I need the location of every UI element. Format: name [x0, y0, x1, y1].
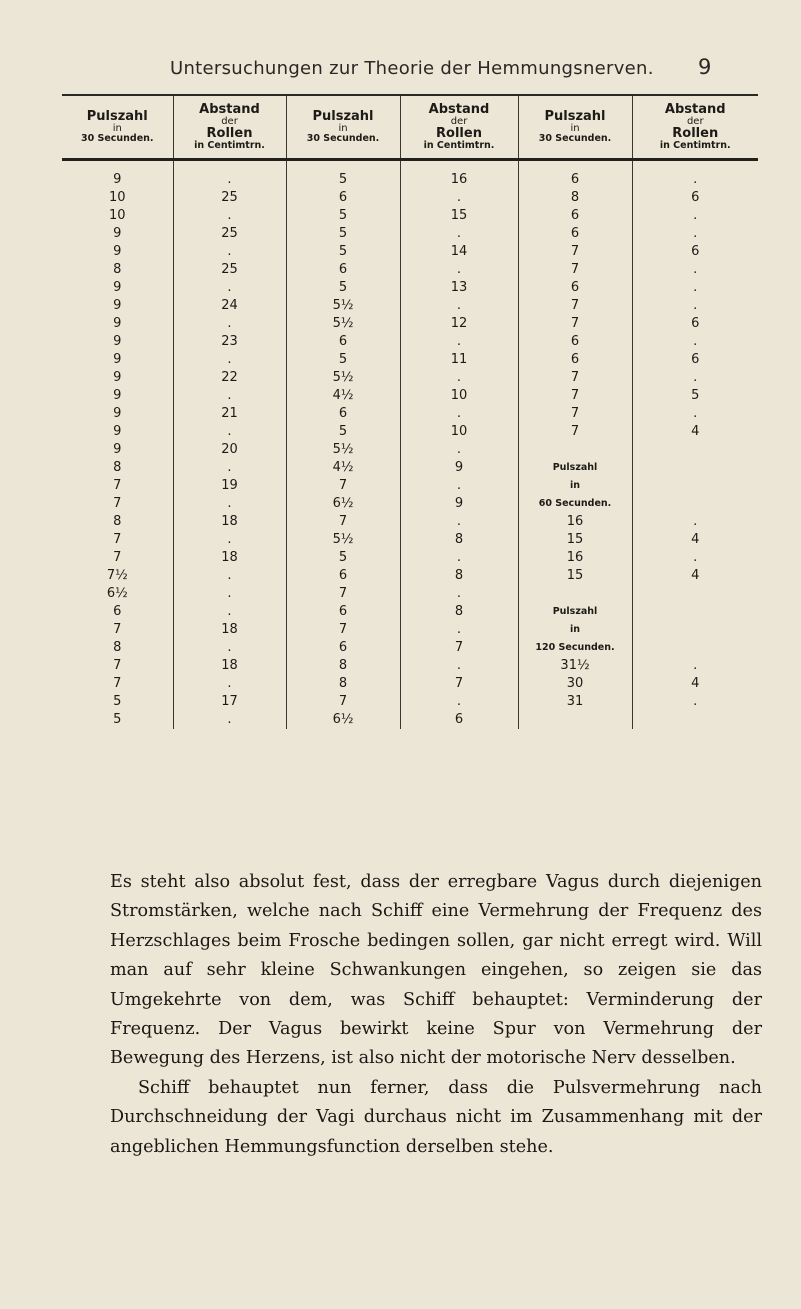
table-cell: . [400, 405, 518, 423]
table-cell: 6 [400, 711, 518, 729]
table-cell: 7 [113, 658, 122, 673]
table-row [62, 693, 758, 711]
measurement-table [62, 96, 758, 729]
table-cell: 9 [400, 459, 518, 477]
table-cell: . [400, 441, 518, 459]
column-header-line: in Centimtrn. [659, 139, 731, 151]
table-row [62, 531, 758, 549]
table-cell: 5 [286, 207, 400, 225]
table-cell [632, 441, 758, 459]
body-text [110, 868, 762, 1162]
table-cell: 18 [173, 513, 286, 531]
column-header-line: 30 Secunden. [538, 133, 612, 145]
column-header-line: 30 Secunden. [306, 133, 380, 145]
table-cell: 6 [286, 639, 400, 657]
table-row [62, 333, 758, 351]
table-cell: 6 [286, 405, 400, 423]
table-cell: 5½ [286, 297, 400, 315]
table-cell: 5½ [286, 441, 400, 459]
table-cell: 9 [113, 424, 122, 439]
table-cell: 60 Secunden. [518, 495, 632, 513]
table-cell: 7 [400, 639, 518, 657]
table-cell: . [400, 333, 518, 351]
table-cell: 8 [113, 640, 122, 655]
table-row [62, 477, 758, 495]
table-cell [632, 459, 758, 477]
table-cell: 6 [518, 351, 632, 369]
table-cell: . [173, 459, 286, 477]
table-cell: 15 [400, 207, 518, 225]
table-row [62, 351, 758, 369]
table-cell: 5½ [286, 315, 400, 333]
table-cell: 13 [400, 279, 518, 297]
column-header-line: Abstand [199, 102, 260, 118]
table-cell: 10 [400, 423, 518, 441]
table-cell: 5 [286, 423, 400, 441]
table-cell: . [632, 261, 758, 279]
table-cell: 15 [518, 567, 632, 585]
column-header-line: in [112, 122, 122, 134]
table-cell: 4½ [286, 459, 400, 477]
table-cell: 22 [173, 369, 286, 387]
table-cell: . [173, 315, 286, 333]
table-cell: 7 [113, 676, 122, 691]
table-cell: . [632, 225, 758, 243]
table-cell: . [173, 567, 286, 585]
table-cell [518, 711, 632, 729]
table-cell: . [632, 405, 758, 423]
table-cell: 7 [286, 693, 400, 711]
table-cell: 4 [632, 423, 758, 441]
table-cell: 7 [113, 532, 122, 547]
table-cell: 5 [286, 351, 400, 369]
table-cell: . [173, 495, 286, 513]
table-cell: 5 [286, 243, 400, 261]
table-cell: 120 Secunden. [518, 639, 632, 657]
table-row [62, 369, 758, 387]
table-cell: 19 [173, 477, 286, 495]
table-row [62, 225, 758, 243]
table-cell: 6½ [286, 495, 400, 513]
column-header-line: Rollen [436, 126, 482, 142]
table-row [62, 315, 758, 333]
table-cell: 7 [113, 550, 122, 565]
table-cell: . [173, 351, 286, 369]
table-cell [518, 585, 632, 603]
table-cell: 6 [632, 243, 758, 261]
column-header [286, 96, 400, 160]
table-cell: . [173, 423, 286, 441]
table-cell: 6 [518, 207, 632, 225]
table-cell: 4½ [286, 387, 400, 405]
table-cell: 6 [632, 189, 758, 207]
table-cell: . [173, 675, 286, 693]
table-header [62, 96, 758, 160]
table-cell: 7 [518, 369, 632, 387]
table-cell: . [400, 189, 518, 207]
table-cell: 12 [400, 315, 518, 333]
table-cell: 8 [400, 567, 518, 585]
table-cell: 9 [113, 226, 122, 241]
table-cell: . [400, 585, 518, 603]
table-row [62, 459, 758, 477]
table-row [62, 387, 758, 405]
table-cell: in [518, 477, 632, 495]
column-header [632, 96, 758, 160]
table-cell: . [632, 369, 758, 387]
table-cell: 6 [632, 315, 758, 333]
table-cell: 7 [400, 675, 518, 693]
table-cell: 23 [173, 333, 286, 351]
table-cell: 10 [400, 387, 518, 405]
table-cell [632, 639, 758, 657]
table-row [62, 567, 758, 585]
column-header-line: Abstand [664, 102, 726, 118]
page-number: 9 [698, 55, 712, 79]
table-cell: 7 [286, 585, 400, 603]
table-cell: . [173, 207, 286, 225]
table-cell: 4 [632, 567, 758, 585]
table-cell: 25 [173, 261, 286, 279]
table-cell: 7 [518, 405, 632, 423]
table-cell: . [173, 160, 286, 190]
table-cell: 7 [518, 423, 632, 441]
table-row [62, 621, 758, 639]
table-cell: 9 [113, 388, 122, 403]
table-cell: . [173, 639, 286, 657]
table-cell: . [400, 225, 518, 243]
table-row [62, 711, 758, 729]
table-cell: 9 [113, 280, 122, 295]
column-header-line: Pulszahl [544, 108, 606, 124]
table-cell: 4 [632, 531, 758, 549]
table-cell: 5 [113, 712, 122, 727]
table-row [62, 675, 758, 693]
table-cell: 14 [400, 243, 518, 261]
table-cell: 7 [518, 297, 632, 315]
table-cell [632, 603, 758, 621]
table-cell: . [400, 657, 518, 675]
table-cell [632, 585, 758, 603]
table-cell: . [632, 279, 758, 297]
paragraph: Es steht also absolut fest, dass der erregbare Vagus durch diejenigen Stromstärken, welche nach Schiff eine Vermehrung der Frequenz des Herzschlages beim Frosche bedingen sollen, gar nicht erregt wird. Will man auf sehr kleine Schwankungen eingehen, so zeigen sie das Umgekehrte von dem, was Schiff behauptet: Verminderung der Frequenz. Der Vagus bewirkt keine Spur von Vermehrung der Bewegung des Herzens, ist also nicht der motorische Nerv desselben. [110, 872, 762, 1069]
table-cell: 16 [518, 549, 632, 567]
table-row [62, 405, 758, 423]
table-row [62, 423, 758, 441]
table-cell: 9 [113, 334, 122, 349]
table-cell: 8 [400, 531, 518, 549]
table-cell: . [632, 657, 758, 675]
table-cell: 18 [173, 549, 286, 567]
column-header [400, 96, 518, 160]
table-cell: 5 [632, 387, 758, 405]
table-cell: 24 [173, 297, 286, 315]
table-cell: 5 [113, 694, 122, 709]
running-title: Untersuchungen zur Theorie der Hemmungsnerven. [170, 58, 654, 79]
table-row [62, 297, 758, 315]
table-cell: 6½ [106, 586, 128, 601]
table-cell: 11 [400, 351, 518, 369]
table-row [62, 279, 758, 297]
table-body [62, 160, 758, 730]
table-cell: 6 [286, 567, 400, 585]
table-cell: 5 [286, 225, 400, 243]
table-cell [632, 477, 758, 495]
table-row [62, 549, 758, 567]
column-header-line: in [570, 122, 580, 134]
table-row [62, 495, 758, 513]
table-cell: . [400, 477, 518, 495]
table-cell: 9 [113, 406, 122, 421]
table-cell: 9 [113, 442, 122, 457]
table-cell: 7 [113, 496, 122, 511]
table-cell: Pulszahl [518, 603, 632, 621]
table-cell: 4 [632, 675, 758, 693]
table-cell: . [400, 621, 518, 639]
table-cell: 15 [518, 531, 632, 549]
table-cell: . [173, 279, 286, 297]
table-cell: 6 [518, 160, 632, 190]
column-header [62, 96, 173, 160]
table-cell: 7½ [106, 568, 128, 583]
table-cell: 8 [400, 603, 518, 621]
table-cell: 5 [286, 279, 400, 297]
table-cell: . [400, 297, 518, 315]
table-cell: . [400, 693, 518, 711]
table-cell: 6 [518, 333, 632, 351]
table-cell: 25 [173, 225, 286, 243]
table-row [62, 639, 758, 657]
column-header-line: der [221, 115, 238, 127]
table-cell: 6 [286, 189, 400, 207]
table-cell: 9 [113, 244, 122, 259]
table-cell: 6 [632, 351, 758, 369]
table-cell: 9 [113, 370, 122, 385]
column-header-line: in [338, 122, 348, 134]
table-cell: . [400, 369, 518, 387]
table-row [62, 243, 758, 261]
table-row [62, 189, 758, 207]
column-header [518, 96, 632, 160]
table-cell: . [173, 531, 286, 549]
column-header-line: der [686, 115, 704, 127]
table-row [62, 585, 758, 603]
column-header [173, 96, 286, 160]
table-cell: 7 [286, 477, 400, 495]
table-cell: 16 [518, 513, 632, 531]
table-cell [518, 441, 632, 459]
table-cell: 8 [286, 657, 400, 675]
table-cell: . [632, 333, 758, 351]
table-row [62, 261, 758, 279]
table-cell: 6 [518, 225, 632, 243]
table-cell: 6 [286, 603, 400, 621]
table-cell: 6 [286, 333, 400, 351]
table-cell: in [518, 621, 632, 639]
table-cell [632, 711, 758, 729]
column-header-line: in Centimtrn. [423, 139, 495, 151]
table-cell: . [173, 603, 286, 621]
table-row [62, 207, 758, 225]
column-header-line: Rollen [206, 126, 253, 142]
column-header-line: Rollen [672, 126, 719, 142]
table-cell: 6 [518, 279, 632, 297]
table-cell: 9 [113, 316, 122, 331]
column-header-line: Abstand [428, 102, 490, 118]
table-cell: 31½ [518, 657, 632, 675]
table-cell: 8 [113, 262, 122, 277]
table-cell: 8 [518, 189, 632, 207]
table-cell [632, 621, 758, 639]
table-row [62, 657, 758, 675]
table-cell: 16 [400, 160, 518, 190]
table-cell: . [173, 585, 286, 603]
table-row [62, 160, 758, 190]
table-cell: 9 [113, 352, 122, 367]
table-cell: 18 [173, 657, 286, 675]
table-cell: 10 [108, 190, 126, 205]
table-cell: 21 [173, 405, 286, 423]
table-cell: 17 [173, 693, 286, 711]
table-cell: . [632, 693, 758, 711]
table-cell: 9 [113, 172, 122, 187]
table-cell: 31 [518, 693, 632, 711]
column-header-line: 30 Secunden. [80, 133, 154, 145]
table-cell: . [632, 297, 758, 315]
table-cell: 7 [518, 261, 632, 279]
paragraph: Schiff behauptet nun ferner, dass die Pulsvermehrung nach Durchschneidung der Vagi durchaus nicht im Zusammenhang mit der angeblichen Hemmungsfunction derselben stehe. [110, 1077, 762, 1157]
table-cell: 5½ [286, 531, 400, 549]
table-cell: 25 [173, 189, 286, 207]
table-cell: 5½ [286, 369, 400, 387]
table-cell: 10 [108, 208, 126, 223]
table-cell: 6 [113, 604, 122, 619]
column-header-line: der [450, 115, 468, 127]
table-cell: 20 [173, 441, 286, 459]
table-row [62, 441, 758, 459]
table-cell [632, 495, 758, 513]
table-cell: 8 [286, 675, 400, 693]
table-cell: . [632, 513, 758, 531]
column-header-line: in Centimtrn. [194, 139, 265, 151]
table-cell: 7 [518, 243, 632, 261]
table-cell: Pulszahl [518, 459, 632, 477]
table-cell: . [400, 513, 518, 531]
table-cell: 9 [113, 298, 122, 313]
table-cell: 7 [113, 478, 122, 493]
table-cell: . [400, 549, 518, 567]
table-cell: . [173, 387, 286, 405]
table-cell: . [632, 549, 758, 567]
table-cell: 18 [173, 621, 286, 639]
table-cell: 9 [400, 495, 518, 513]
table-cell: 30 [518, 675, 632, 693]
table-cell: 7 [286, 621, 400, 639]
table-cell: . [632, 207, 758, 225]
table-cell: 7 [518, 387, 632, 405]
table-cell: 5 [286, 549, 400, 567]
table-cell: 7 [113, 622, 122, 637]
column-header-line: Pulszahl [86, 108, 148, 124]
table-cell: . [173, 243, 286, 261]
table-cell: 6 [286, 261, 400, 279]
table-cell: 8 [113, 514, 122, 529]
table-row [62, 603, 758, 621]
table-cell: 7 [286, 513, 400, 531]
table-cell: 5 [286, 160, 400, 190]
table-row [62, 513, 758, 531]
table-cell: . [173, 711, 286, 729]
table-cell: 6½ [286, 711, 400, 729]
column-header-line: Pulszahl [312, 108, 374, 124]
table-cell: 7 [518, 315, 632, 333]
table-cell: 8 [113, 460, 122, 475]
table-cell: . [632, 160, 758, 190]
table-cell: . [400, 261, 518, 279]
